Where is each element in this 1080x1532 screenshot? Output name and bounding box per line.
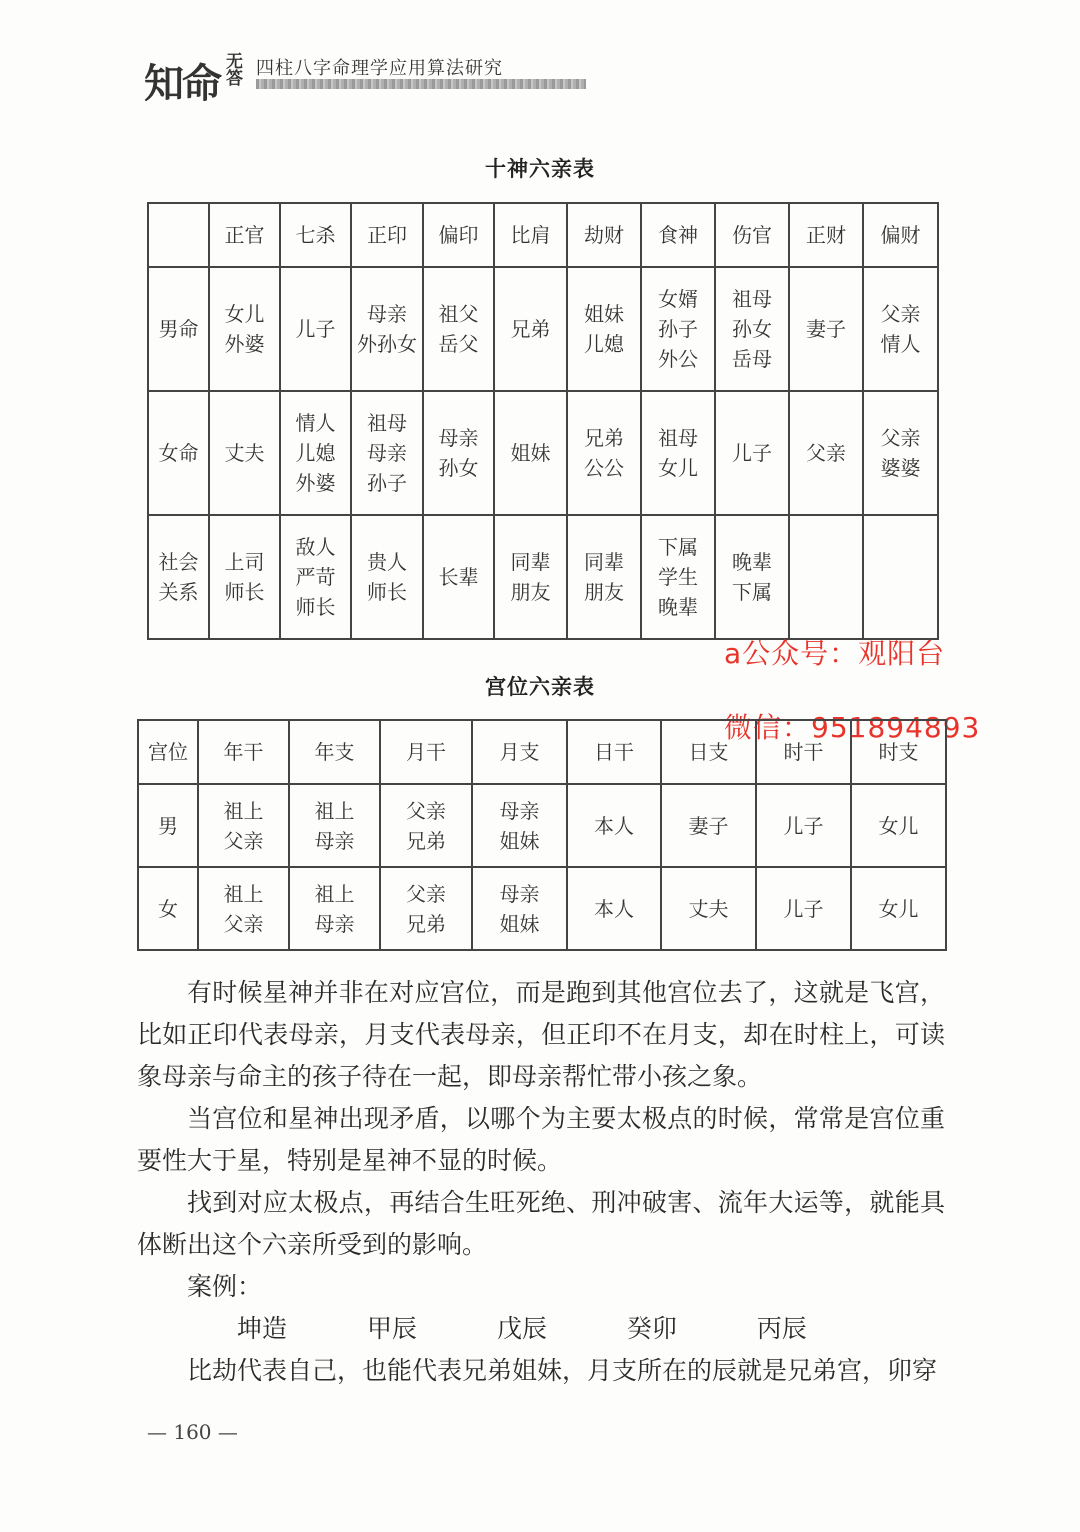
table2-title: 宫位六亲表 [485,674,595,699]
table-cell [789,515,863,639]
table-cell: 祖母 女儿 [641,391,715,515]
column-header: 劫财 [567,203,641,267]
table-cell: 上司 师长 [209,515,280,639]
palace-relatives-table [137,719,947,951]
case-pillar: 坤造 [237,1314,288,1343]
table-cell: 长辈 [423,515,494,639]
watermark-public-account: a公众号：观阳台 [724,637,946,670]
case-pillars [137,1308,945,1350]
table-cell: 同辈 朋友 [494,515,567,639]
table-cell: 姐妹 儿媳 [567,267,641,391]
table-cell: 祖母 孙女 岳母 [715,267,789,391]
table2-header-row [138,720,946,784]
table-cell: 敌人 严苛 师长 [280,515,351,639]
table-cell: 父亲 婆婆 [863,391,938,515]
table-cell: 祖上 母亲 [289,784,380,867]
table1-header-row [148,203,938,267]
table-cell: 情人 儿媳 外婆 [280,391,351,515]
column-header: 偏财 [863,203,938,267]
watermark-wechat: 微信：951894893 [724,711,981,744]
ten-gods-relatives-table [147,202,939,640]
table-cell: 贵人 师长 [351,515,423,639]
table-row [148,391,938,515]
table-cell: 祖上 父亲 [198,867,289,950]
table-row [138,784,946,867]
table-cell: 兄弟 [494,267,567,391]
table-cell: 本人 [567,867,661,950]
table-cell: 晚辈 下属 [715,515,789,639]
paragraph-find-taiji: 找到对应太极点，再结合生旺死绝、刑冲破害、流年大运等，就能具体断出这个六亲所受到的影响。 [137,1188,945,1259]
table-row [148,515,938,639]
table-cell: 丈夫 [209,391,280,515]
column-header: 宫位 [138,720,198,784]
table-cell: 母亲 姐妹 [472,784,567,867]
paragraph-palace-vs-star: 当宫位和星神出现矛盾，以哪个为主要太极点的时候，常常是宫位重要性大于星，特别是星神不显的时候。 [137,1104,945,1175]
row-label-cell: 女命 [148,391,209,515]
column-header: 日支 [661,720,756,784]
table-cell [863,515,938,639]
table-cell: 姐妹 [494,391,567,515]
column-header: 正财 [789,203,863,267]
table-cell: 兄弟 公公 [567,391,641,515]
header-decorative-bar [256,79,586,89]
table-cell: 儿子 [756,867,851,950]
book-logo-small: 无答 [226,52,243,89]
table-cell: 母亲 外孙女 [351,267,423,391]
table-cell: 祖上 母亲 [289,867,380,950]
table-cell: 儿子 [715,391,789,515]
row-label-cell: 男命 [148,267,209,391]
table-cell: 女儿 [851,784,946,867]
column-header: 年支 [289,720,380,784]
table-cell: 父亲 兄弟 [380,784,472,867]
column-header: 比肩 [494,203,567,267]
table1-title: 十神六亲表 [485,156,595,181]
table-row [148,267,938,391]
column-header: 月干 [380,720,472,784]
column-header: 时干 [756,720,851,784]
running-header [138,48,588,107]
table-cell: 祖上 父亲 [198,784,289,867]
paragraph-sibling-palace: 比劫代表自己，也能代表兄弟姐妹，月支所在的辰就是兄弟宫，卯穿 [187,1356,938,1385]
table-cell: 同辈 朋友 [567,515,641,639]
table-cell: 儿子 [756,784,851,867]
column-header: 七杀 [280,203,351,267]
table-cell: 祖父 岳父 [423,267,494,391]
table-cell: 儿子 [280,267,351,391]
table-cell: 父亲 [789,391,863,515]
table-cell: 妻子 [661,784,756,867]
column-header: 食神 [641,203,715,267]
table-cell: 父亲 情人 [863,267,938,391]
table-cell: 女婿 孙子 外公 [641,267,715,391]
paragraph-flying-palace: 有时候星神并非在对应宫位，而是跑到其他宫位去了，这就是飞宫，比如正印代表母亲，月支代表母亲，但正印不在月支，却在时柱上，可读象母亲与命主的孩子待在一起，即母亲帮忙带小孩之象。 [137,978,945,1091]
column-header: 正官 [209,203,280,267]
column-header [148,203,209,267]
table-cell: 本人 [567,784,661,867]
column-header: 偏印 [423,203,494,267]
table-cell: 父亲 兄弟 [380,867,472,950]
row-label-cell: 社会 关系 [148,515,209,639]
column-header: 时支 [851,720,946,784]
book-logo-main: 知命 [144,60,220,107]
column-header: 月支 [472,720,567,784]
column-header: 日干 [567,720,661,784]
column-header: 年干 [198,720,289,784]
book-subtitle: 四柱八字命理学应用算法研究 [256,58,503,79]
case-label: 案例： [187,1272,263,1301]
table-cell: 妻子 [789,267,863,391]
table-cell: 女儿 [851,867,946,950]
table-cell: 祖母 母亲 孙子 [351,391,423,515]
row-label-cell: 女 [138,867,198,950]
case-pillar: 甲辰 [366,1314,417,1343]
table-cell: 母亲 姐妹 [472,867,567,950]
case-pillar: 戊辰 [496,1314,547,1343]
table-row [138,867,946,950]
case-pillar: 癸卯 [626,1314,677,1343]
case-pillar: 丙辰 [756,1314,807,1343]
column-header: 正印 [351,203,423,267]
table-cell: 下属 学生 晚辈 [641,515,715,639]
page-number: — 160 — [147,1420,238,1444]
row-label-cell: 男 [138,784,198,867]
column-header: 伤官 [715,203,789,267]
table-cell: 母亲 孙女 [423,391,494,515]
table-cell: 丈夫 [661,867,756,950]
table-cell: 女儿 外婆 [209,267,280,391]
